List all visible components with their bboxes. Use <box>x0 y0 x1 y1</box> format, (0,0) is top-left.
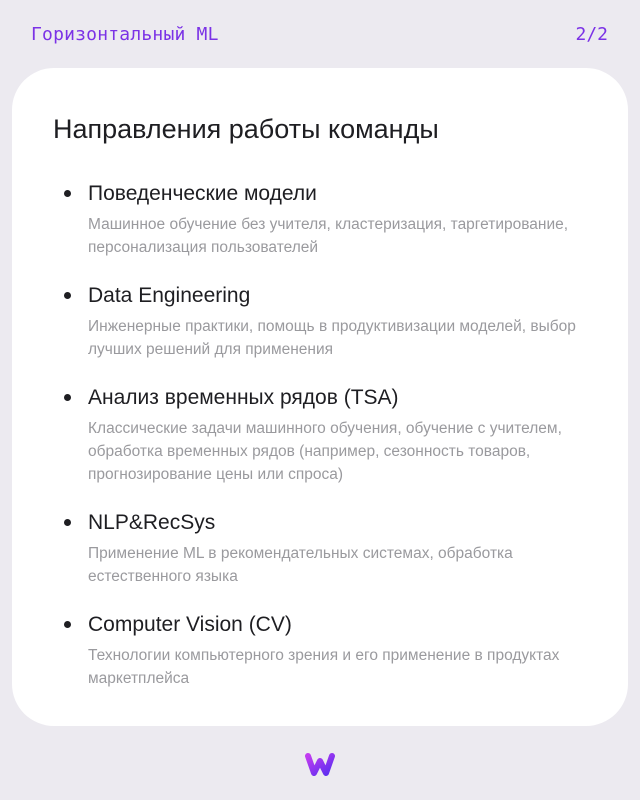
bullet-icon <box>64 394 71 401</box>
bullet-icon <box>64 519 71 526</box>
bullet-icon <box>64 190 71 197</box>
list-item <box>88 611 598 690</box>
list-item <box>88 384 598 486</box>
item-description: Инженерные практики, помощь в продуктивизации моделей, выбор лучших решений для применения <box>88 318 576 358</box>
list-item <box>88 180 598 259</box>
bullet-icon <box>64 292 71 299</box>
list-item <box>88 282 598 361</box>
content-card <box>12 68 628 726</box>
item-description: Машинное обучение без учителя, кластеризация, таргетирование, персонализация пользователей <box>88 216 569 256</box>
item-title: Анализ временных рядов (TSA) <box>88 386 399 409</box>
item-description: Классические задачи машинного обучения, обучение с учителем, обработка временных рядов (например, сезонность товаров, прогнозирование цены или спроса) <box>88 420 562 483</box>
item-title: Computer Vision (CV) <box>88 613 292 636</box>
item-title: Data Engineering <box>88 284 251 307</box>
page-counter: 2/2 <box>575 24 608 45</box>
directions-list <box>88 180 598 713</box>
brand-w-logo-icon <box>302 748 338 782</box>
item-description: Технологии компьютерного зрения и его применение в продуктах маркетплейса <box>88 647 560 687</box>
item-description: Применение ML в рекомендательных системах, обработка естественного языка <box>88 545 513 585</box>
list-item <box>88 509 598 588</box>
item-title: Поведенческие модели <box>88 182 317 205</box>
card-title: Направления работы команды <box>53 114 439 144</box>
bullet-icon <box>64 621 71 628</box>
header-title: Горизонтальный ML <box>31 24 219 45</box>
item-title: NLP&RecSys <box>88 511 216 534</box>
